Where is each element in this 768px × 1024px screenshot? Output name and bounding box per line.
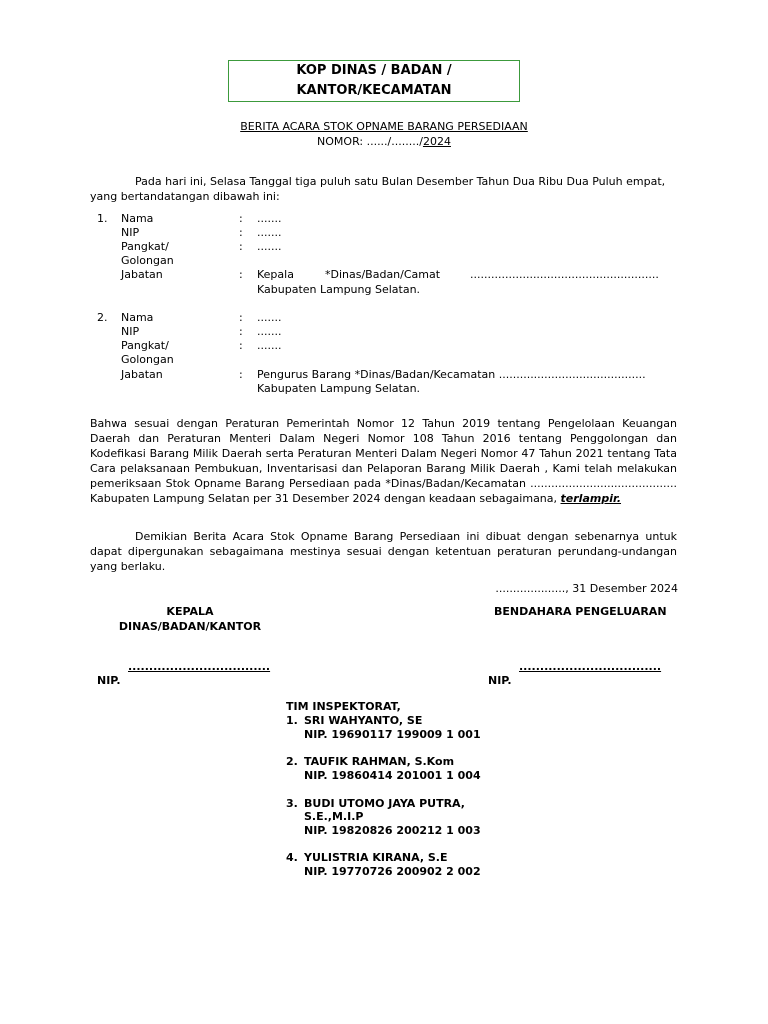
member-number: 1.: [286, 714, 298, 727]
letterhead-line-1: KOP DINAS / BADAN /: [296, 63, 452, 78]
member-name-2: S.E.,M.I.P: [304, 810, 364, 823]
signature-right-nip: NIP.: [488, 674, 512, 687]
colon: :: [239, 325, 243, 338]
member-name: BUDI UTOMO JAYA PUTRA,: [304, 797, 465, 810]
value-dots: .......: [257, 226, 282, 239]
member-number: 2.: [286, 755, 298, 768]
member-nip: NIP. 19770726 200902 2 002: [304, 865, 481, 878]
value-dots: .......: [257, 240, 282, 253]
signature-right-title: BENDAHARA PENGELUARAN: [494, 605, 667, 618]
colon: :: [239, 311, 243, 324]
signature-left-title-2: DINAS/BADAN/KANTOR: [118, 620, 262, 633]
nomor-prefix: NOMOR: ....../......../: [317, 135, 423, 148]
member-number: 3.: [286, 797, 298, 810]
title-line: BERITA ACARA STOK OPNAME BARANG PERSEDIAAN: [240, 120, 528, 133]
label-pangkat: Pangkat/: [121, 240, 169, 253]
label-nip: NIP: [121, 226, 140, 239]
colon: :: [239, 339, 243, 352]
signature-left-title-1: KEPALA: [166, 605, 214, 618]
member-name: SRI WAHYANTO, SE: [304, 714, 423, 727]
member-number: 4.: [286, 851, 298, 864]
label-pangkat: Pangkat/: [121, 339, 169, 352]
colon: :: [239, 226, 243, 239]
closing-paragraph: Demikian Berita Acara Stok Opname Barang Persediaan ini dibuat dengan sebenarnya untuk dapat dipergunakan sebagaimana mestinya sesuai dengan ketentuan peraturan perundang-undangan yang berlaku.: [90, 530, 677, 573]
label-nama: Nama: [121, 212, 154, 225]
document-title: [0, 119, 768, 149]
letterhead-line-2: KANTOR/KECAMATAN: [296, 83, 452, 98]
signature-right-name: ..................................: [519, 660, 662, 673]
jabatan-line-2: Kabupaten Lampung Selatan.: [257, 382, 421, 395]
date-line: ...................., 31 Desember 2024: [495, 582, 678, 595]
person-1-number: 1.: [97, 212, 108, 225]
jabatan-dots: ......................................................: [470, 268, 659, 281]
signature-left-title: [105, 604, 275, 634]
colon: :: [239, 212, 243, 225]
colon: :: [239, 268, 243, 281]
value-dots: .......: [257, 325, 282, 338]
label-jabatan: Jabatan: [121, 368, 163, 381]
terlampir-emphasis: terlampir.: [560, 492, 622, 505]
member-name: YULISTRIA KIRANA, S.E: [304, 851, 448, 864]
jabatan-line-2: Kabupaten Lampung Selatan.: [257, 283, 421, 296]
person-2-number: 2.: [97, 311, 108, 324]
body-text: Bahwa sesuai dengan Peraturan Pemerintah Nomor 12 Tahun 2019 tentang Pengelolaan Keuangan Daerah dan Peraturan Menteri Dalam Negeri Nomor 108 Tahun 2016 tentang Penggolongan dan Kodefikasi Barang Milik Daerah serta Peraturan Menteri Dalam Negeri Nomor 47 Tahun 2021 tentang Tata Cara pelaksanaan Pembukuan, Inventarisasi dan Pelaporan Barang Milik Daerah , Kami telah melakukan pemeriksaan Stok Opname Barang Persediaan pada *Dinas/Badan/Kecamatan .......................................... Kabupaten Lampung Selatan per 31 Desember 2024 dengan keadaan sebagaimana,: [90, 417, 677, 505]
value-dots: .......: [257, 339, 282, 352]
letterhead-box: [228, 60, 520, 102]
signature-left-nip: NIP.: [97, 674, 121, 687]
colon: :: [239, 240, 243, 253]
label-golongan: Golongan: [121, 254, 174, 267]
nomor-line: [0, 134, 768, 149]
label-nip: NIP: [121, 325, 140, 338]
jabatan-line-1: Pengurus Barang *Dinas/Badan/Kecamatan ..........................................: [257, 368, 646, 381]
inspektorat-heading: TIM INSPEKTORAT,: [286, 700, 401, 713]
member-name: TAUFIK RAHMAN, S.Kom: [304, 755, 455, 768]
nomor-year: 2024: [422, 135, 451, 148]
opening-line-2: yang bertandatangan dibawah ini:: [90, 190, 280, 203]
member-nip: NIP. 19820826 200212 1 003: [304, 824, 481, 837]
signature-left-name: ..................................: [128, 660, 271, 673]
label-golongan: Golongan: [121, 353, 174, 366]
label-jabatan: Jabatan: [121, 268, 163, 281]
member-nip: NIP. 19860414 201001 1 004: [304, 769, 481, 782]
member-nip: NIP. 19690117 199009 1 001: [304, 728, 481, 741]
jabatan-kepala: Kepala: [257, 268, 294, 281]
label-nama: Nama: [121, 311, 154, 324]
value-dots: .......: [257, 212, 282, 225]
colon: :: [239, 368, 243, 381]
body-paragraph: [90, 416, 677, 506]
value-dots: .......: [257, 311, 282, 324]
jabatan-instansi: *Dinas/Badan/Camat: [325, 268, 441, 281]
opening-line-1: Pada hari ini, Selasa Tanggal tiga puluh satu Bulan Desember Tahun Dua Ribu Dua Puluh empat,: [135, 175, 666, 188]
